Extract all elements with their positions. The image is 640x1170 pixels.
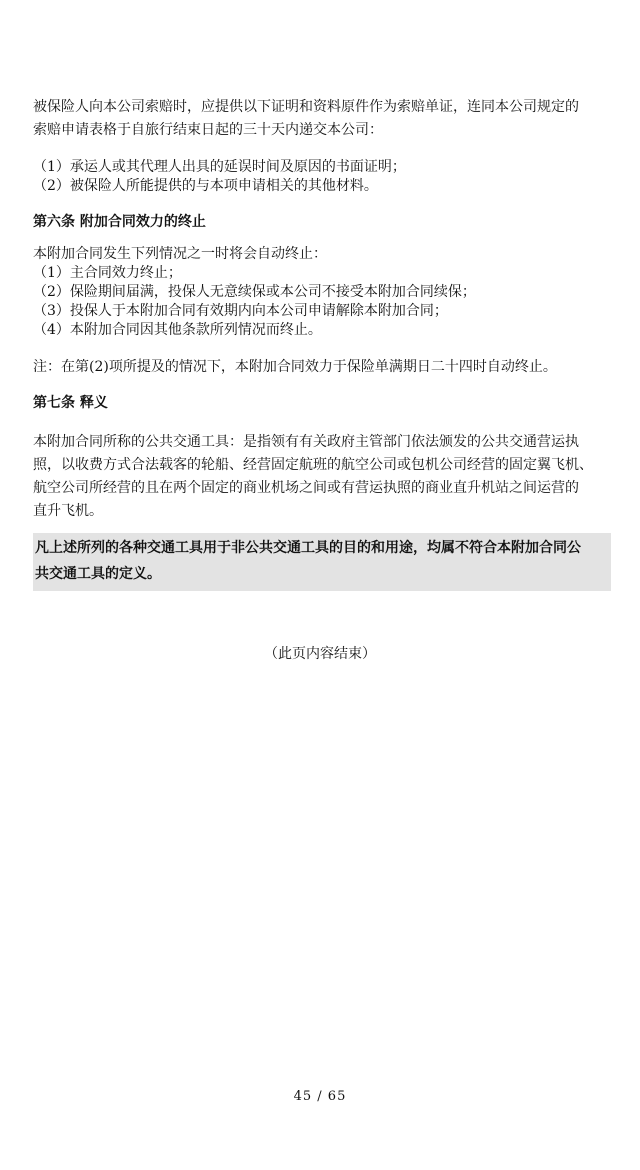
definition-line-4: 直升飞机。 [33,503,103,519]
claim-item-2: （2）被保险人所能提供的与本项申请相关的其他材料。 [33,178,378,194]
article-7-heading: 第七条 释义 [33,395,108,411]
claim-intro-line-2: 索赔申请表格于自旅行结束日起的三十天内递交本公司： [33,122,383,138]
page-number: 45 / 65 [293,1089,347,1104]
termination-item-4: （4）本附加合同因其他条款所列情况而终止。 [33,322,322,338]
claim-intro-line-1: 被保险人向本公司索赔时，应提供以下证明和资料原件作为索赔单证，连同本公司规定的 [33,99,579,115]
claim-intro-paragraph [33,96,611,142]
highlight-line-2: 共交通工具的定义。 [35,566,161,582]
article-6-heading: 第六条 附加合同效力的终止 [33,214,206,230]
termination-item-3: （3）投保人于本附加合同有效期内向本公司申请解除本附加合同； [33,303,448,319]
claim-item-1: （1）承运人或其代理人出具的延误时间及原因的书面证明； [33,159,406,175]
termination-list [33,264,611,340]
claim-document-list [33,158,611,196]
article-6-intro: 本附加合同发生下列情况之一时将会自动终止： [33,246,327,262]
highlight-line-1: 凡上述所列的各种交通工具用于非公共交通工具的目的和用途，均属不符合本附加合同公 [35,540,581,556]
definition-line-3: 航空公司所经营的且在两个固定的商业机场之间或有营运执照的商业直升机站之间运营的 [33,480,579,496]
page-end-note: （此页内容结束） [264,646,376,662]
document-body [33,96,611,591]
termination-item-2: （2）保险期间届满，投保人无意续保或本公司不接受本附加合同续保； [33,284,476,300]
public-transport-definition [33,431,611,523]
termination-item-1: （1）主合同效力终止； [33,265,182,281]
highlighted-exclusion-paragraph [33,533,611,591]
definition-line-1: 本附加合同所称的公共交通工具：是指领有有关政府主管部门依法颁发的公共交通营运执 [33,434,579,450]
article-6-note: 注：在第(2)项所提及的情况下，本附加合同效力于保险单满期日二十四时自动终止。 [33,359,557,375]
definition-line-2: 照，以收费方式合法载客的轮船、经营固定航班的航空公司或包机公司经营的固定翼飞机、 [33,457,593,473]
